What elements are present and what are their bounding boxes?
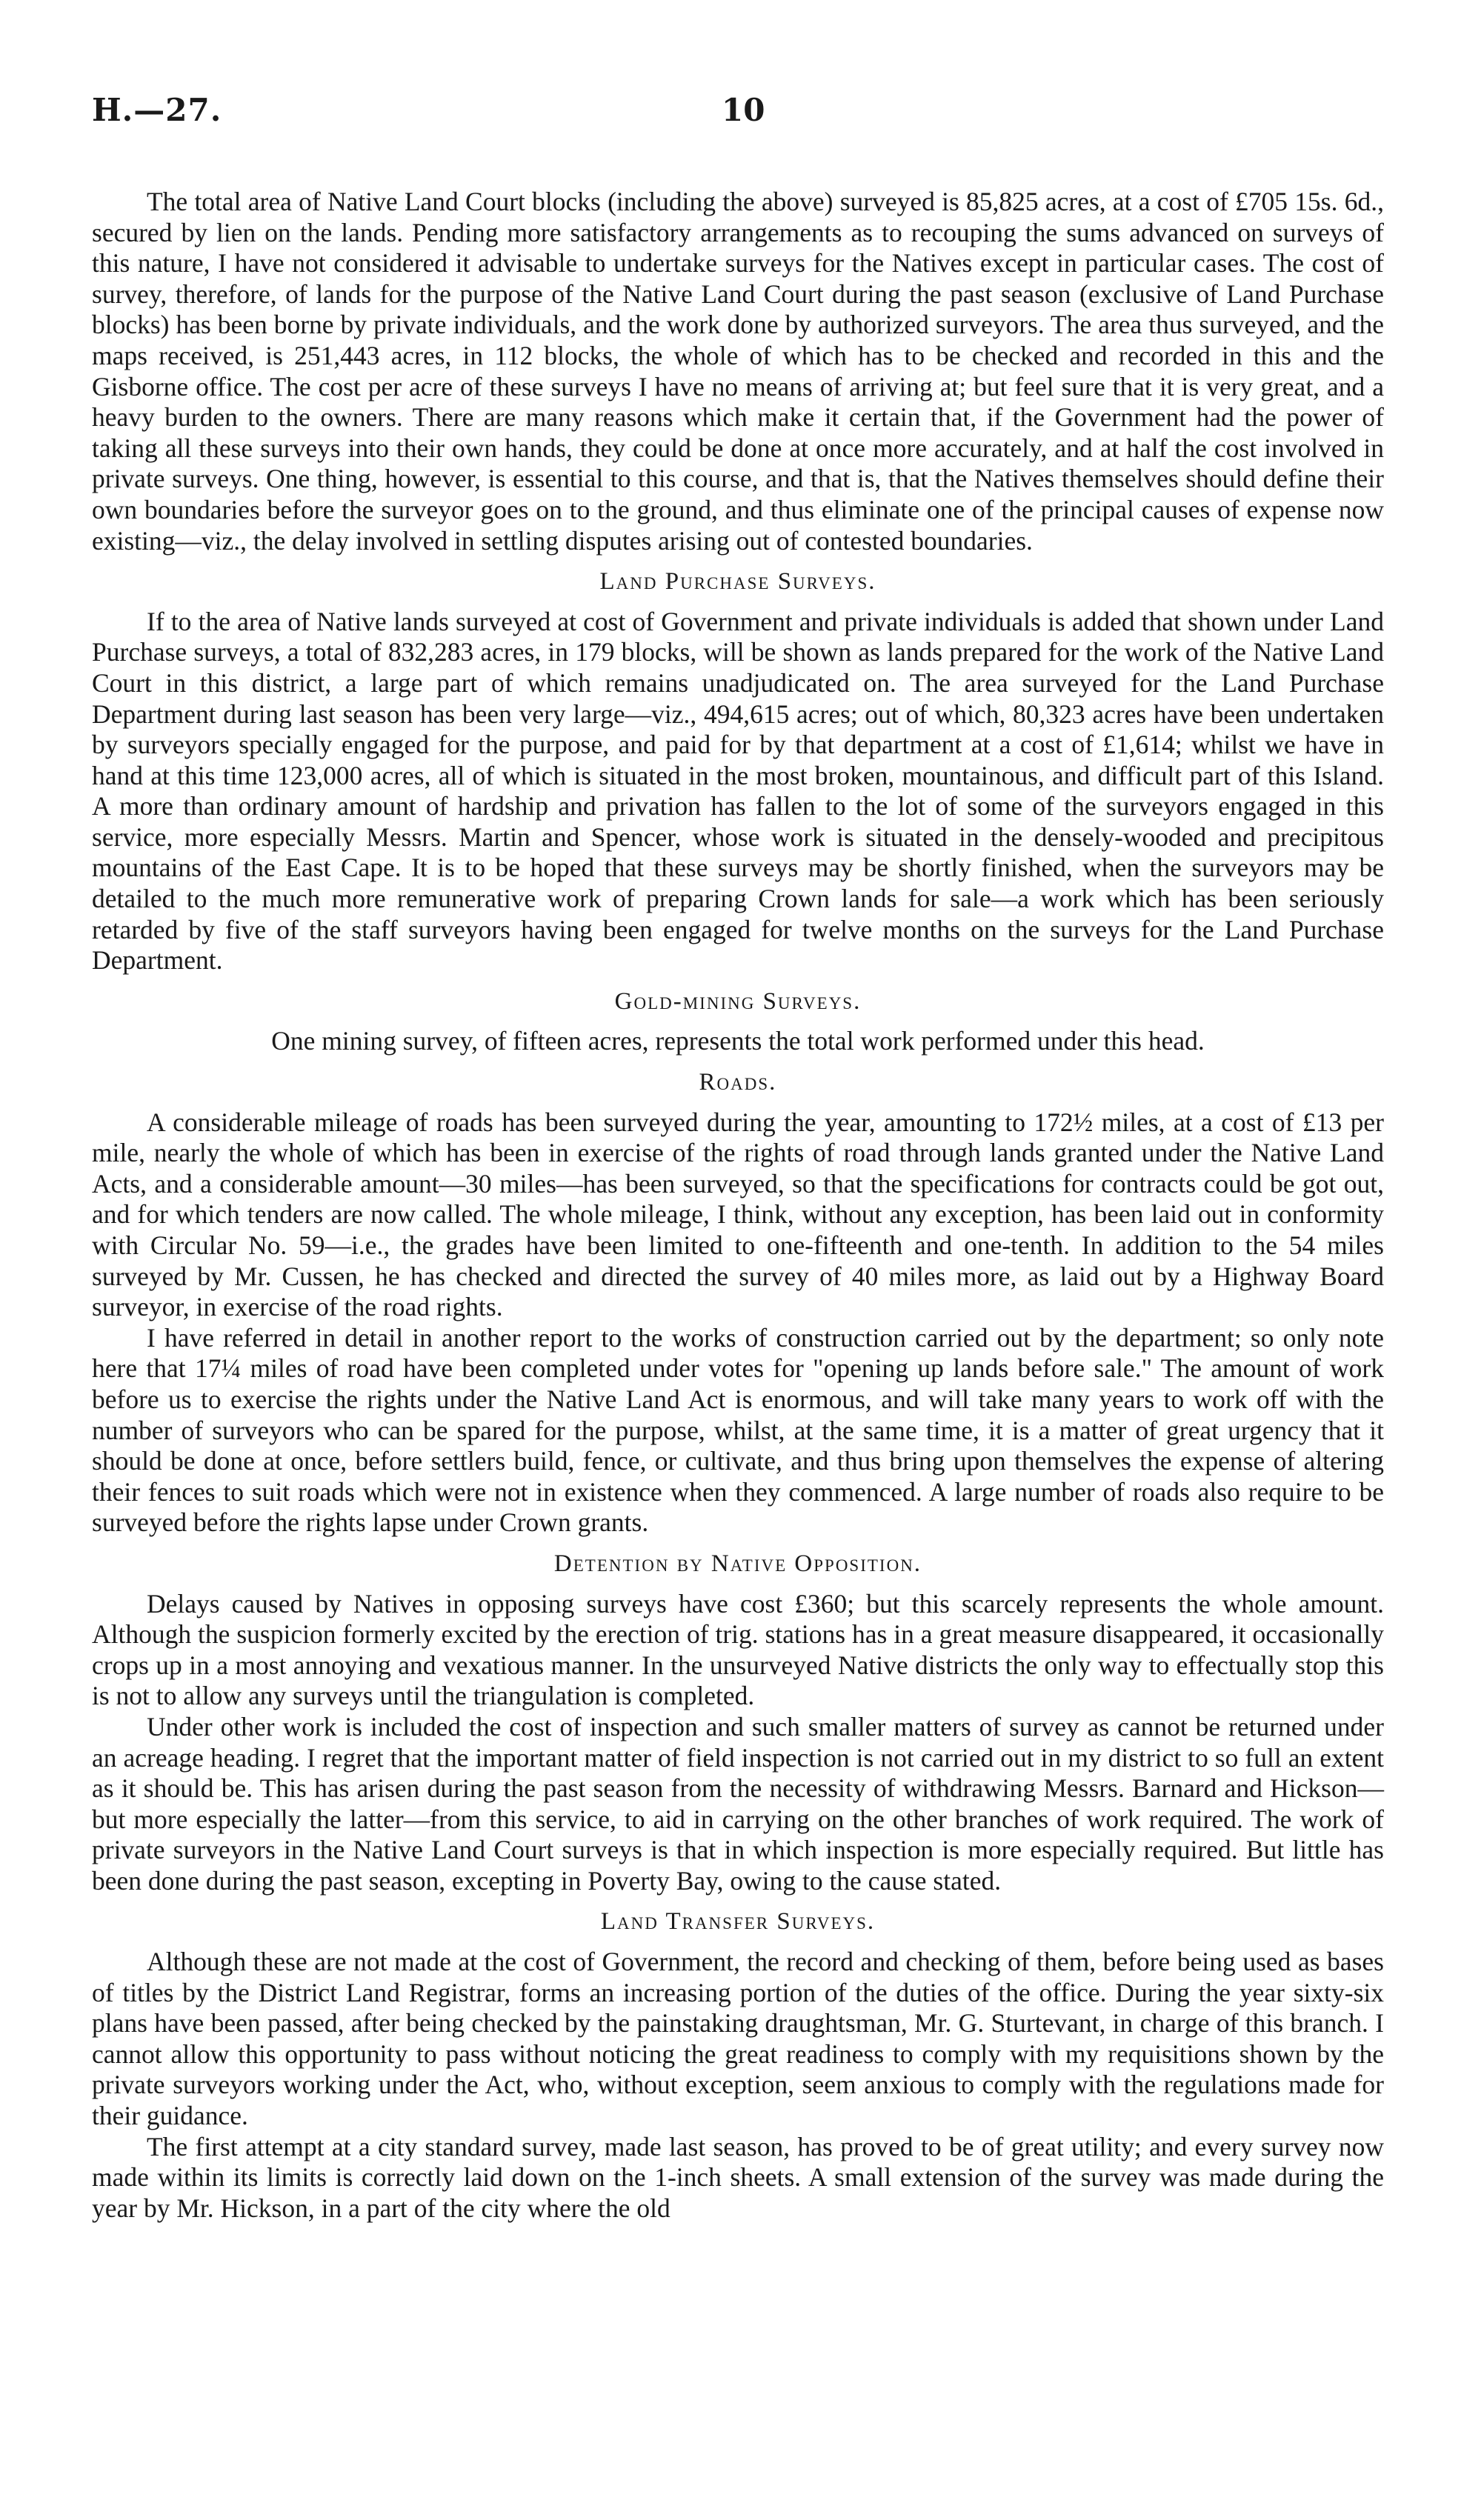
section-heading: Land Purchase Surveys. — [599, 568, 876, 596]
paragraph: Under other work is included the cost of inspection and such smaller matters of survey as cannot be returned under an acreage heading. I regret that the important matter of field inspection is not carried out in my district to so full an extent as it should be. This has arisen during the past season from the necessity of withdrawing Messrs. Barnard and Hickson—but more especially the latter—from this service, to aid in carrying on the other branches of work required. The work of private surveyors in the Native Land Court surveys is that in which inspection is more especially required. But little has been done during the past season, excepting in Poverty Bay, owing to the cause stated. — [92, 1711, 1384, 1896]
section-heading: Detention by Native Opposition. — [553, 1550, 922, 1577]
paragraph: One mining survey, of fifteen acres, represents the total work performed under this head. — [271, 1026, 1205, 1056]
document-page — [92, 92, 1384, 2224]
paragraph: The first attempt at a city standard survey, made last season, has proved to be of great utility; and every survey now made within its limits is correctly laid down on the 1-inch sheets. A small extension of the survey was made during the year by Mr. Hickson, in a part of the city where the old — [92, 2131, 1384, 2223]
section-heading: Land Transfer Surveys. — [600, 1908, 876, 1936]
paragraph: Delays caused by Natives in opposing surveys have cost £360; but this scarcely represents the whole amount. Although the suspicion formerly excited by the erection of trig. stations has in a great measure disappeared, it occasionally crops up in a most annoying and vexatious manner. In the unsurveyed Native districts the only way to effectually stop this is not to allow any surveys until the triangulation is completed. — [92, 1588, 1384, 1711]
section-land-purchase-surveys — [92, 567, 1384, 976]
document-reference: H.—27. — [92, 92, 222, 128]
paragraph: A considerable mileage of roads has been surveyed during the year, amounting to 172½ miles, at a cost of £13 per mile, nearly the whole of which has been in exercise of the rights of road through lands granted under the Native Land Acts, and a considerable amount—30 miles—has been surveyed, so that the specifications for contracts could be got out, and for which tenders are now called. The whole mileage, I think, without any exception, has been laid out in conformity with Circular No. 59—i.e., the grades have been limited to one-fifteenth and one-tenth. In addition to the 54 miles surveyed by Mr. Cussen, he has checked and directed the survey of 40 miles more, as laid out by a Highway Board surveyor, in exercise of the road rights. — [92, 1107, 1384, 1322]
paragraph: The total area of Native Land Court blocks (including the above) surveyed is 85,825 acres, at a cost of £705 15s. 6d., secured by lien on the lands. Pending more satisfactory arrangements as to recouping the sums advanced on surveys of this nature, I have not considered it advisable to undertake surveys for the Natives except in particular cases. The cost of survey, therefore, of lands for the purpose of the Native Land Court during the past season (exclusive of Land Purchase blocks) has been borne by private individuals, and the work done by authorized surveyors. The area thus surveyed, and the maps received, is 251,443 acres, in 112 blocks, the whole of which has to be checked and recorded in this and the Gisborne office. The cost per acre of these surveys I have no means of arriving at; but feel sure that it is very great, and a heavy burden to the owners. There are many reasons which make it certain that, if the Government had the power of taking all these surveys into their own hands, they could be done at once more accurately, and at half the cost involved in private surveys. One thing, however, is essential to this course, and that is, that the Natives themselves should define their own boundaries before the surveyor goes on to the ground, and thus eliminate one of the principal causes of expense now existing—viz., the delay involved in settling disputes arising out of contested boundaries. — [92, 187, 1384, 556]
section-heading: Roads. — [699, 1069, 777, 1096]
section-detention-by-native-opposition — [92, 1549, 1384, 1897]
running-header — [92, 92, 1384, 142]
section-heading: Gold-mining Surveys. — [614, 987, 862, 1015]
page-number: 10 — [722, 92, 765, 128]
paragraph: Although these are not made at the cost of Government, the record and checking of them, before being used as bases of titles by the District Land Registrar, forms an increasing portion of the duties of the office. During the year sixty-six plans have been passed, after being checked by the painstaking draughtsman, Mr. G. Sturtevant, in charge of this branch. I cannot allow this opportunity to pass without noticing the great readiness to comply with my requisitions shown by the private surveyors working under the Act, who, without exception, seem anxious to comply with the regulations made for their guidance. — [92, 1947, 1384, 2131]
section-gold-mining-surveys — [92, 987, 1384, 1057]
section-native-land-court — [92, 187, 1384, 556]
paragraph: If to the area of Native lands surveyed at cost of Government and private individuals is added that shown under Land Purchase surveys, a total of 832,283 acres, in 179 blocks, will be shown as lands prepared for the work of the Native Land Court in this district, a large part of which remains unadjudicated on. The area surveyed for the Land Purchase Department during last season has been very large—viz., 494,615 acres; out of which, 80,323 acres have been undertaken by surveyors specially engaged for the purpose, and paid for by that department at a cost of £1,614; whilst we have in hand at this time 123,000 acres, all of which is situated in the most broken, mountainous, and difficult part of this Island. A more than ordinary amount of hardship and privation has fallen to the lot of some of the surveyors engaged in this service, more especially Messrs. Martin and Spencer, whose work is situated in the densely-wooded and precipitous mountains of the East Cape. It is to be hoped that these surveys may be shortly finished, when the surveyors may be detailed to the much more remunerative work of preparing Crown lands for sale—a work which has been seriously retarded by five of the staff surveyors having been engaged for twelve months on the surveys for the Land Purchase Department. — [92, 606, 1384, 976]
section-roads — [92, 1067, 1384, 1539]
section-land-transfer-surveys — [92, 1907, 1384, 2224]
paragraph: I have referred in detail in another report to the works of construction carried out by the department; so only note here that 17¼ miles of road have been completed under votes for "opening up lands before sale." The amount of work before us to exercise the rights under the Native Land Act is enormous, and will take many years to work off with the number of surveyors who can be spared for the purpose, whilst, at the same time, it is a matter of great urgency that it should be done at once, before settlers build, fence, or cultivate, and thus bring upon themselves the expense of altering their fences to suit roads which were not in existence when they commenced. A large number of roads also require to be surveyed before the rights lapse under Crown grants. — [92, 1322, 1384, 1538]
